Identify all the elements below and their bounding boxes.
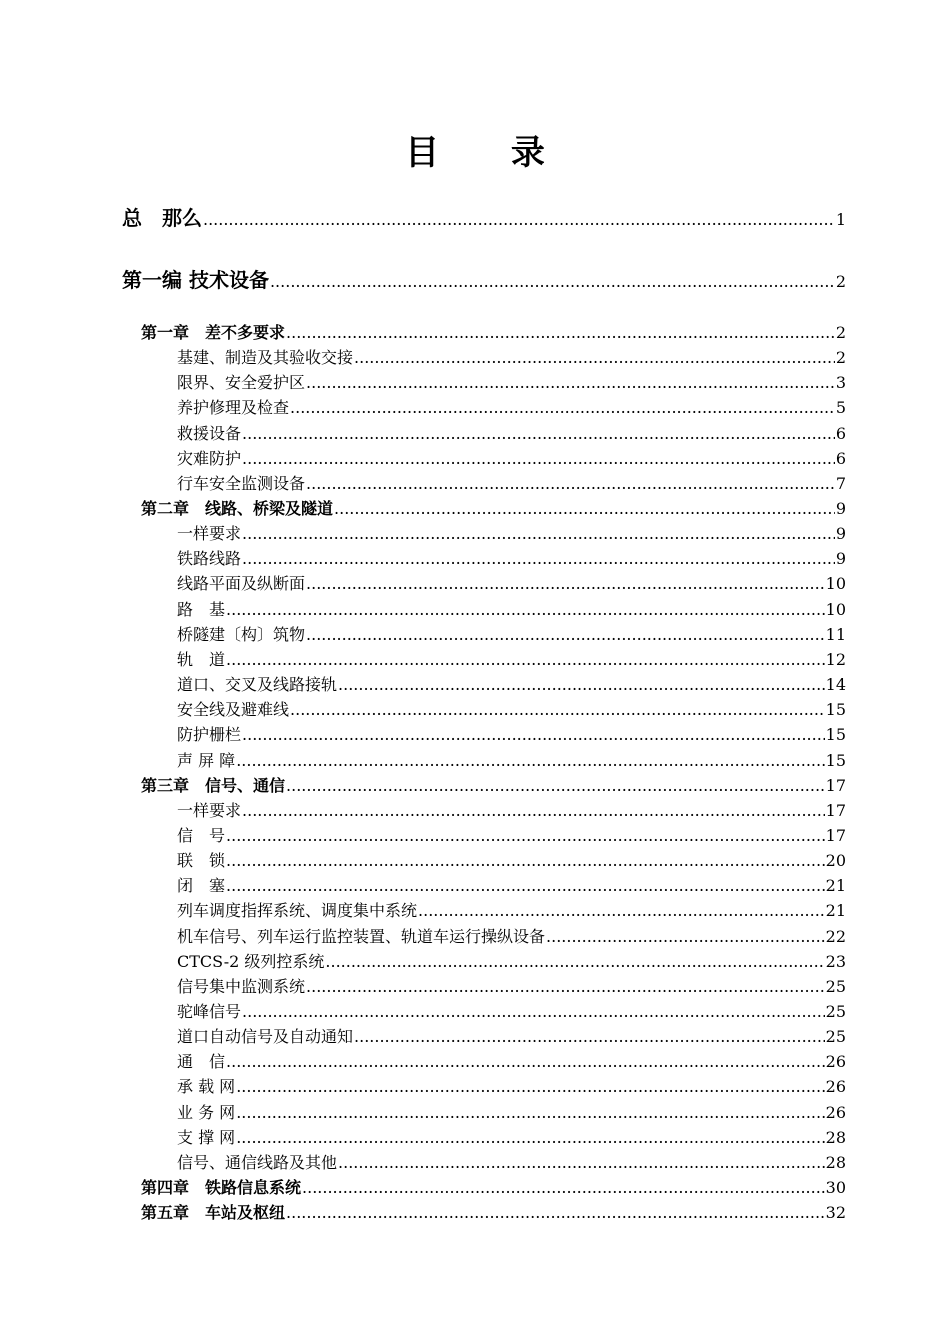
toc-entry-section[interactable] <box>177 1125 846 1150</box>
toc-leader-dots <box>354 345 835 370</box>
toc-entry-section[interactable] <box>177 873 846 898</box>
toc-entry-label: 线路平面及纵断面 <box>177 574 306 593</box>
toc-entry-label: 支 撑 网 <box>177 1128 236 1147</box>
toc-entry-page-number: 25 <box>825 977 846 996</box>
toc-entry-page-number: 2 <box>835 348 846 367</box>
toc-entry-label: 轨 道 <box>177 650 226 669</box>
toc-entry-section[interactable] <box>177 999 846 1024</box>
toc-entry-page-number: 15 <box>825 751 846 770</box>
toc-entry-label: 行车安全监测设备 <box>177 474 306 493</box>
toc-entry-section[interactable] <box>177 823 846 848</box>
toc-entry-label: 救援设备 <box>177 424 242 443</box>
toc-entry-label: 道口、交叉及线路接轨 <box>177 675 338 694</box>
toc-leader-dots <box>242 798 825 823</box>
toc-entry-section[interactable] <box>177 647 846 672</box>
toc-entry-section[interactable] <box>177 722 846 747</box>
toc-entry-section[interactable] <box>177 1150 846 1175</box>
toc-entry-label: 第三章 信号、通信 <box>141 776 286 795</box>
toc-leader-dots <box>226 647 825 672</box>
toc-entry-chapter[interactable] <box>141 1200 846 1225</box>
toc-entry-label: 铁路线路 <box>177 549 242 568</box>
toc-entry-page-number: 9 <box>835 524 846 543</box>
toc-entry-label: 养护修理及检查 <box>177 398 290 417</box>
toc-entry-page-number: 15 <box>825 725 846 744</box>
toc-entry-page-number: 17 <box>825 801 846 820</box>
toc-entry-page-number: 30 <box>825 1178 846 1197</box>
toc-entry-section[interactable] <box>177 949 846 974</box>
toc-leader-dots <box>334 496 835 521</box>
toc-entry-label: 业 务 网 <box>177 1103 236 1122</box>
toc-entry-label: 承 载 网 <box>177 1077 236 1096</box>
toc-entry-page-number: 25 <box>825 1002 846 1021</box>
toc-entry-section[interactable] <box>177 370 846 395</box>
toc-entry-label: 信号、通信线路及其他 <box>177 1153 338 1172</box>
toc-leader-dots <box>236 748 824 773</box>
toc-leader-dots <box>242 546 835 571</box>
toc-entry-page-number: 7 <box>835 474 846 493</box>
toc-entry-section[interactable] <box>177 345 846 370</box>
toc-entry-page-number: 17 <box>825 776 846 795</box>
toc-leader-dots <box>226 873 825 898</box>
toc-entry-chapter[interactable] <box>141 496 846 521</box>
toc-entry-page-number: 21 <box>825 876 846 895</box>
toc-entry-label: 声 屏 障 <box>177 751 236 770</box>
toc-entry-section[interactable] <box>177 1074 846 1099</box>
toc-entry-part[interactable] <box>122 204 846 232</box>
toc-leader-dots <box>306 370 835 395</box>
toc-entry-label: 第五章 车站及枢纽 <box>141 1203 286 1222</box>
toc-entry-page-number: 2 <box>835 323 846 342</box>
toc-entry-section[interactable] <box>177 848 846 873</box>
toc-entry-section[interactable] <box>177 1049 846 1074</box>
toc-entry-section[interactable] <box>177 622 846 647</box>
toc-entry-label: 信号集中监测系统 <box>177 977 306 996</box>
toc-entry-label: 限界、安全爱护区 <box>177 373 306 392</box>
toc-entry-section[interactable] <box>177 421 846 446</box>
toc-entry-page-number: 17 <box>825 826 846 845</box>
toc-leader-dots <box>226 597 825 622</box>
toc-entry-label: CTCS-2 级列控系统 <box>177 952 325 971</box>
toc-entry-label: 总 那么 <box>122 206 202 230</box>
toc-entry-page-number: 25 <box>825 1027 846 1046</box>
toc-entry-label: 基建、制造及其验收交接 <box>177 348 354 367</box>
toc-entry-chapter[interactable] <box>141 1175 846 1200</box>
toc-entry-page-number: 21 <box>825 901 846 920</box>
toc-entry-page-number: 26 <box>825 1103 846 1122</box>
toc-entry-label: 闭 塞 <box>177 876 226 895</box>
toc-entry-page-number: 3 <box>835 373 846 392</box>
toc-entry-part[interactable] <box>122 266 846 294</box>
toc-entry-page-number: 6 <box>835 449 846 468</box>
toc-entry-label: 通 信 <box>177 1052 226 1071</box>
toc-leader-dots <box>242 999 825 1024</box>
toc-title: 目 录 <box>405 133 575 173</box>
toc-entry-page-number: 28 <box>825 1128 846 1147</box>
toc-entry-label: 第一编 技术设备 <box>122 268 269 292</box>
toc-entry-section[interactable] <box>177 471 846 496</box>
toc-leader-dots <box>286 320 835 345</box>
toc-leader-dots <box>338 672 825 697</box>
toc-entry-page-number: 2 <box>835 272 846 291</box>
toc-entry-section[interactable] <box>177 521 846 546</box>
toc-entry-label: 列车调度指挥系统、调度集中系统 <box>177 901 418 920</box>
toc-entry-label: 灾难防护 <box>177 449 242 468</box>
toc-leader-dots <box>226 1049 825 1074</box>
toc-entry-label: 第二章 线路、桥梁及隧道 <box>141 499 334 518</box>
toc-leader-dots <box>242 421 835 446</box>
toc-entry-section[interactable] <box>177 597 846 622</box>
toc-entry-label: 路 基 <box>177 600 226 619</box>
toc-leader-dots <box>242 722 825 747</box>
toc-leader-dots <box>325 949 824 974</box>
toc-entry-page-number: 5 <box>835 398 846 417</box>
toc-entry-label: 道口自动信号及自动通知 <box>177 1027 354 1046</box>
toc-leader-dots <box>306 974 825 999</box>
toc-leader-dots <box>226 823 825 848</box>
toc-entry-label: 机车信号、列车运行监控装置、轨道车运行操纵设备 <box>177 927 546 946</box>
toc-entry-page-number: 9 <box>835 549 846 568</box>
toc-leader-dots <box>236 1100 824 1125</box>
toc-entry-page-number: 23 <box>825 952 846 971</box>
toc-entry-label: 第一章 差不多要求 <box>141 323 286 342</box>
toc-entry-section[interactable] <box>177 697 846 722</box>
toc-entry-page-number: 15 <box>825 700 846 719</box>
toc-entry-label: 一样要求 <box>177 801 242 820</box>
toc-entry-label: 信 号 <box>177 826 226 845</box>
toc-entry-section[interactable] <box>177 546 846 571</box>
toc-leader-dots <box>242 521 835 546</box>
toc-entry-page-number: 14 <box>825 675 846 694</box>
toc-entry-chapter[interactable] <box>141 773 846 798</box>
toc-entry-section[interactable] <box>177 672 846 697</box>
toc-entry-label: 驼峰信号 <box>177 1002 242 1021</box>
toc-entry-page-number: 32 <box>825 1203 846 1222</box>
toc-leader-dots <box>236 1074 824 1099</box>
toc-leader-dots <box>290 395 835 420</box>
toc-leader-dots <box>270 268 835 296</box>
toc-entry-section[interactable] <box>177 446 846 471</box>
toc-entry-page-number: 28 <box>825 1153 846 1172</box>
toc-leader-dots <box>242 446 835 471</box>
toc-leader-dots <box>286 1200 825 1225</box>
toc-leader-dots <box>302 1175 825 1200</box>
toc-entry-section[interactable] <box>177 1024 846 1049</box>
toc-entry-page-number: 11 <box>825 625 846 644</box>
toc-entry-page-number: 20 <box>825 851 846 870</box>
toc-entry-page-number: 26 <box>825 1052 846 1071</box>
toc-leader-dots <box>236 1125 824 1150</box>
toc-leader-dots <box>306 471 835 496</box>
toc-leader-dots <box>286 773 825 798</box>
toc-entry-page-number: 10 <box>825 574 846 593</box>
toc-entry-page-number: 10 <box>825 600 846 619</box>
toc-leader-dots <box>306 571 825 596</box>
toc-entry-section[interactable] <box>177 748 846 773</box>
toc-leader-dots <box>306 622 825 647</box>
toc-leader-dots <box>338 1150 825 1175</box>
toc-leader-dots <box>203 206 835 234</box>
toc-entry-label: 联 锁 <box>177 851 226 870</box>
toc-leader-dots <box>226 848 825 873</box>
toc-leader-dots <box>354 1024 825 1049</box>
toc-entry-page-number: 6 <box>835 424 846 443</box>
toc-entry-label: 第四章 铁路信息系统 <box>141 1178 302 1197</box>
toc-entry-label: 桥隧建〔构〕筑物 <box>177 625 306 644</box>
toc-entry-section[interactable] <box>177 571 846 596</box>
toc-entry-section[interactable] <box>177 1100 846 1125</box>
toc-entry-page-number: 12 <box>825 650 846 669</box>
toc-entry-label: 安全线及避难线 <box>177 700 290 719</box>
toc-entry-section[interactable] <box>177 924 846 949</box>
toc-entry-label: 防护栅栏 <box>177 725 242 744</box>
toc-entry-section[interactable] <box>177 898 846 923</box>
toc-leader-dots <box>290 697 825 722</box>
toc-leader-dots <box>546 924 825 949</box>
toc-entry-label: 一样要求 <box>177 524 242 543</box>
toc-entry-page-number: 22 <box>825 927 846 946</box>
toc-entry-section[interactable] <box>177 974 846 999</box>
toc-entry-chapter[interactable] <box>141 320 846 345</box>
toc-entry-page-number: 26 <box>825 1077 846 1096</box>
toc-entry-page-number: 9 <box>835 499 846 518</box>
toc-entry-section[interactable] <box>177 798 846 823</box>
toc-leader-dots <box>418 898 825 923</box>
toc-entry-section[interactable] <box>177 395 846 420</box>
toc-entry-page-number: 1 <box>835 210 846 229</box>
